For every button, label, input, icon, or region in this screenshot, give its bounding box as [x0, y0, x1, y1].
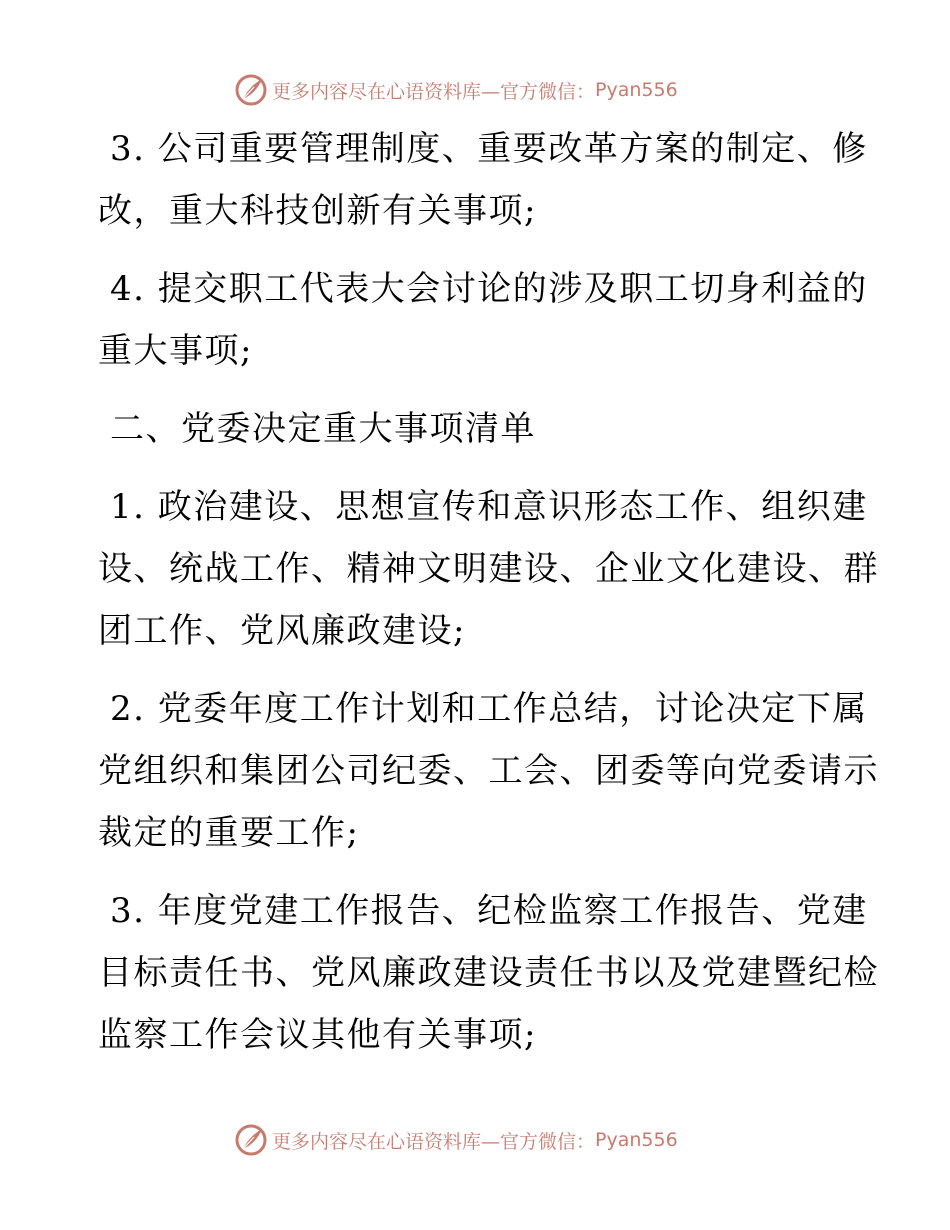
watermark-site-text: 更多内容尽在心语资料库—官方微信：: [272, 1130, 596, 1153]
text-line: 1. 政治建设、思想宣传和意识形态工作、组织建: [110, 487, 868, 527]
header-watermark: [234, 72, 678, 108]
text-line: 目标责任书、党风廉政建设责任书以及党建暨纪检: [98, 953, 879, 993]
paragraph-item-2-annual-plan: [98, 678, 879, 864]
watermark-site-text: 更多内容尽在心语资料库—官方微信：: [272, 80, 596, 103]
watermark-wechat-id: Pyan556: [595, 79, 678, 101]
paragraph-item-1-political-building: [98, 476, 879, 662]
text-line: 3. 公司重要管理制度、重要改革方案的制定、修: [110, 129, 868, 169]
feather-pen-circle-icon: [234, 1123, 268, 1157]
text-line: 3. 年度党建工作报告、纪检监察工作报告、党建: [110, 891, 868, 931]
text-line: 2. 党委年度工作计划和工作总结，讨论决定下属: [110, 689, 868, 729]
feather-pen-circle-icon: [234, 73, 268, 107]
text-line: 重大事项;: [98, 331, 253, 371]
paragraph-item-4-workers-congress: [98, 258, 868, 382]
heading-line: 二、党委决定重大事项清单: [110, 409, 536, 449]
section-heading-party-committee-list: [98, 398, 858, 460]
text-line: 团工作、党风廉政建设;: [98, 611, 466, 651]
text-line: 设、统战工作、精神文明建设、企业文化建设、群: [98, 549, 879, 589]
text-line: 4. 提交职工代表大会讨论的涉及职工切身利益的: [110, 269, 868, 309]
paragraph-item-3-management-rules: [98, 118, 868, 242]
text-line: 监察工作会议其他有关事项;: [98, 1015, 537, 1055]
paragraph-item-3-annual-report: [98, 880, 879, 1066]
text-line: 党组织和集团公司纪委、工会、团委等向党委请示: [98, 751, 879, 791]
watermark-wechat-id: Pyan556: [595, 1129, 678, 1151]
document-body: [98, 118, 879, 1082]
footer-watermark: [234, 1122, 678, 1158]
text-line: 裁定的重要工作;: [98, 813, 360, 853]
text-line: 改，重大科技创新有关事项;: [98, 191, 537, 231]
